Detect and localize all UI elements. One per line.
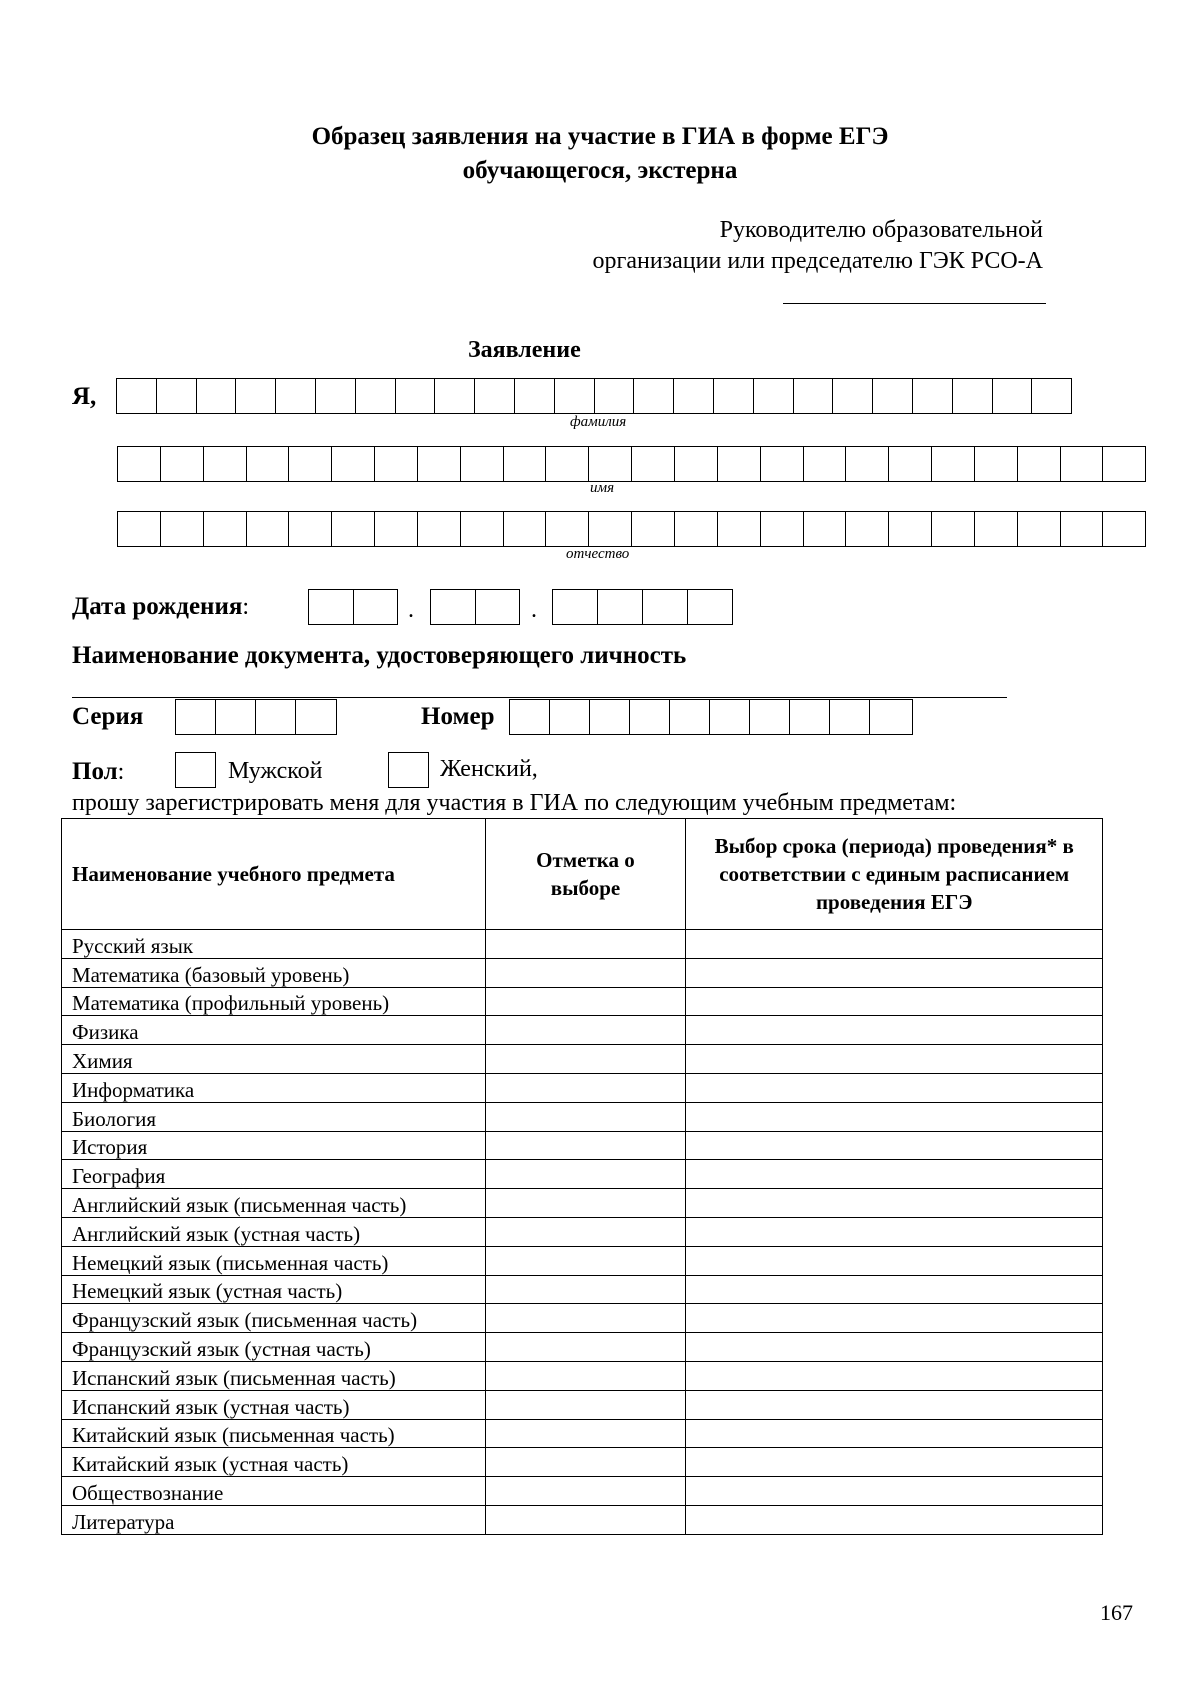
mark-cell[interactable] bbox=[485, 958, 686, 987]
mark-cell[interactable] bbox=[485, 1016, 686, 1045]
mark-cell[interactable] bbox=[485, 1477, 686, 1506]
mark-column-header: Отметка о выборе bbox=[485, 819, 686, 930]
subject-name-cell: История bbox=[62, 1131, 486, 1160]
letter-cell[interactable] bbox=[993, 379, 1033, 413]
letter-cell[interactable] bbox=[247, 512, 290, 546]
mark-cell[interactable] bbox=[485, 987, 686, 1016]
number-cells[interactable] bbox=[509, 699, 913, 735]
letter-cell[interactable] bbox=[913, 379, 953, 413]
letter-cell[interactable] bbox=[204, 512, 247, 546]
table-row bbox=[62, 1275, 1103, 1304]
subject-name-cell: Китайский язык (письменная часть) bbox=[62, 1419, 486, 1448]
mark-cell[interactable] bbox=[485, 1505, 686, 1534]
letter-cell[interactable] bbox=[546, 447, 589, 481]
male-label: Мужской bbox=[228, 758, 323, 784]
mark-cell[interactable] bbox=[485, 1217, 686, 1246]
letter-cell[interactable] bbox=[975, 447, 1018, 481]
period-cell[interactable] bbox=[686, 1217, 1103, 1246]
period-cell[interactable] bbox=[686, 1073, 1103, 1102]
period-cell[interactable] bbox=[686, 1505, 1103, 1534]
letter-cell[interactable] bbox=[276, 379, 316, 413]
letter-cell[interactable] bbox=[761, 447, 804, 481]
period-cell[interactable] bbox=[686, 987, 1103, 1016]
period-cell[interactable] bbox=[686, 1361, 1103, 1390]
subject-name-cell: Обществознание bbox=[62, 1477, 486, 1506]
letter-cell[interactable] bbox=[794, 379, 834, 413]
table-row bbox=[62, 987, 1103, 1016]
gender-colon: : bbox=[117, 759, 125, 785]
letter-cell[interactable] bbox=[932, 447, 975, 481]
letter-cell[interactable] bbox=[833, 379, 873, 413]
letter-cell[interactable] bbox=[418, 447, 461, 481]
letter-cell[interactable] bbox=[754, 379, 794, 413]
period-cell[interactable] bbox=[686, 1189, 1103, 1218]
addressee-line2: организации или председателю ГЭК РСО-А bbox=[592, 248, 1043, 274]
birth-day-cells[interactable] bbox=[308, 589, 398, 625]
letter-cell[interactable] bbox=[846, 447, 889, 481]
period-cell[interactable] bbox=[686, 1390, 1103, 1419]
period-cell[interactable] bbox=[686, 1304, 1103, 1333]
table-row bbox=[62, 1390, 1103, 1419]
male-checkbox[interactable] bbox=[175, 752, 216, 788]
subject-name-cell: Математика (базовый уровень) bbox=[62, 958, 486, 987]
subjects-table bbox=[61, 818, 1103, 1535]
table-row bbox=[62, 1477, 1103, 1506]
letter-cell[interactable] bbox=[632, 512, 675, 546]
patronymic-caption: отчество bbox=[566, 546, 630, 562]
table-row bbox=[62, 1045, 1103, 1074]
letter-cell[interactable] bbox=[761, 512, 804, 546]
subject-name-cell: Испанский язык (устная часть) bbox=[62, 1390, 486, 1419]
period-cell[interactable] bbox=[686, 1045, 1103, 1074]
period-cell[interactable] bbox=[686, 1419, 1103, 1448]
mark-cell[interactable] bbox=[485, 1073, 686, 1102]
letter-cell[interactable] bbox=[546, 512, 589, 546]
table-row bbox=[62, 1160, 1103, 1189]
subject-name-cell: Немецкий язык (устная часть) bbox=[62, 1275, 486, 1304]
table-row bbox=[62, 1189, 1103, 1218]
letter-cell[interactable] bbox=[589, 447, 632, 481]
subject-name-cell: Литература bbox=[62, 1505, 486, 1534]
letter-cell[interactable] bbox=[1103, 512, 1146, 546]
id-document-line[interactable] bbox=[72, 697, 1007, 698]
table-row bbox=[62, 1505, 1103, 1534]
subject-name-cell: Химия bbox=[62, 1045, 486, 1074]
addressee-line1: Руководителю образовательной bbox=[719, 217, 1043, 243]
table-row bbox=[62, 1217, 1103, 1246]
subject-column-header: Наименование учебного предмета bbox=[62, 819, 486, 930]
id-document-label: Наименование документа, удостоверяющего личность bbox=[72, 642, 687, 669]
letter-cell[interactable] bbox=[157, 379, 197, 413]
letter-cell[interactable] bbox=[332, 512, 375, 546]
letter-cell[interactable] bbox=[504, 447, 547, 481]
letter-cell[interactable] bbox=[718, 512, 761, 546]
mark-cell[interactable] bbox=[485, 1131, 686, 1160]
letter-cell[interactable] bbox=[161, 447, 204, 481]
letter-cell[interactable] bbox=[204, 447, 247, 481]
letter-cell[interactable] bbox=[932, 512, 975, 546]
period-cell[interactable] bbox=[686, 1246, 1103, 1275]
letter-cell[interactable] bbox=[1018, 512, 1061, 546]
subject-name-cell: Физика bbox=[62, 1016, 486, 1045]
subject-name-cell: Информатика bbox=[62, 1073, 486, 1102]
birth-year-cells[interactable] bbox=[552, 589, 733, 625]
period-cell[interactable] bbox=[686, 1131, 1103, 1160]
letter-cell[interactable] bbox=[515, 379, 555, 413]
table-row bbox=[62, 1361, 1103, 1390]
mark-cell[interactable] bbox=[485, 1189, 686, 1218]
subject-name-cell: Китайский язык (устная часть) bbox=[62, 1448, 486, 1477]
letter-cell[interactable] bbox=[375, 447, 418, 481]
letter-cell[interactable] bbox=[1103, 447, 1146, 481]
table-row bbox=[62, 1333, 1103, 1362]
letter-cell[interactable] bbox=[675, 447, 718, 481]
letter-cell[interactable] bbox=[356, 379, 396, 413]
subject-name-cell: Французский язык (письменная часть) bbox=[62, 1304, 486, 1333]
table-row bbox=[62, 1448, 1103, 1477]
letter-cell[interactable] bbox=[595, 379, 635, 413]
letter-cell[interactable] bbox=[889, 447, 932, 481]
period-cell[interactable] bbox=[686, 1477, 1103, 1506]
mark-cell[interactable] bbox=[485, 930, 686, 959]
request-text: прошу зарегистрировать меня для участия в ГИА по следующим учебным предметам: bbox=[72, 790, 957, 816]
series-cells[interactable] bbox=[175, 699, 337, 735]
document-title-line2: обучающегося, экстерна bbox=[462, 157, 738, 184]
letter-cell[interactable] bbox=[1061, 512, 1104, 546]
first-name-caption: имя bbox=[590, 480, 615, 496]
table-row bbox=[62, 1131, 1103, 1160]
table-row bbox=[62, 958, 1103, 987]
letter-cell[interactable] bbox=[396, 379, 436, 413]
mark-cell[interactable] bbox=[485, 1419, 686, 1448]
subject-name-cell: Биология bbox=[62, 1102, 486, 1131]
period-cell[interactable] bbox=[686, 930, 1103, 959]
mark-cell[interactable] bbox=[485, 1160, 686, 1189]
subject-name-cell: Английский язык (устная часть) bbox=[62, 1217, 486, 1246]
table-row bbox=[62, 930, 1103, 959]
subject-name-cell: Испанский язык (письменная часть) bbox=[62, 1361, 486, 1390]
i-prefix: Я, bbox=[72, 383, 97, 410]
mark-cell[interactable] bbox=[485, 1246, 686, 1275]
table-row bbox=[62, 1073, 1103, 1102]
series-label: Серия bbox=[72, 703, 144, 730]
table-header-row bbox=[62, 819, 1103, 930]
letter-cell[interactable] bbox=[804, 447, 847, 481]
letter-cell[interactable] bbox=[247, 447, 290, 481]
letter-cell[interactable] bbox=[674, 379, 714, 413]
number-label: Номер bbox=[421, 703, 495, 730]
mark-cell[interactable] bbox=[485, 1304, 686, 1333]
female-checkbox[interactable] bbox=[388, 752, 429, 788]
letter-cell[interactable] bbox=[289, 512, 332, 546]
first-name-cells[interactable] bbox=[117, 446, 1146, 482]
letter-cell[interactable] bbox=[289, 447, 332, 481]
signature-line bbox=[783, 303, 1046, 304]
birth-month-cells[interactable] bbox=[430, 589, 520, 625]
date-separator-2: . bbox=[531, 597, 537, 623]
subject-name-cell: Английский язык (письменная часть) bbox=[62, 1189, 486, 1218]
letter-cell[interactable] bbox=[589, 512, 632, 546]
letter-cell[interactable] bbox=[1032, 379, 1072, 413]
subject-name-cell: География bbox=[62, 1160, 486, 1189]
mark-cell[interactable] bbox=[485, 1448, 686, 1477]
period-cell[interactable] bbox=[686, 1275, 1103, 1304]
document-title-line1: Образец заявления на участие в ГИА в форме ЕГЭ bbox=[311, 123, 889, 150]
mark-cell[interactable] bbox=[485, 1045, 686, 1074]
gender-label: Пол bbox=[72, 758, 118, 785]
letter-cell[interactable] bbox=[475, 379, 515, 413]
letter-cell[interactable] bbox=[1018, 447, 1061, 481]
subject-name-cell: Математика (профильный уровень) bbox=[62, 987, 486, 1016]
subject-name-cell: Русский язык bbox=[62, 930, 486, 959]
table-row bbox=[62, 1304, 1103, 1333]
letter-cell[interactable] bbox=[1061, 447, 1104, 481]
letter-cell[interactable] bbox=[435, 379, 475, 413]
letter-cell[interactable] bbox=[889, 512, 932, 546]
birth-date-colon: : bbox=[242, 594, 250, 620]
letter-cell[interactable] bbox=[117, 379, 157, 413]
female-label: Женский, bbox=[440, 756, 538, 782]
letter-cell[interactable] bbox=[975, 512, 1018, 546]
patronymic-cells[interactable] bbox=[117, 511, 1146, 547]
letter-cell[interactable] bbox=[118, 447, 161, 481]
mark-cell[interactable] bbox=[485, 1333, 686, 1362]
period-cell[interactable] bbox=[686, 1160, 1103, 1189]
letter-cell[interactable] bbox=[418, 512, 461, 546]
period-cell[interactable] bbox=[686, 1016, 1103, 1045]
letter-cell[interactable] bbox=[118, 512, 161, 546]
table-row bbox=[62, 1016, 1103, 1045]
letter-cell[interactable] bbox=[461, 512, 504, 546]
table-row bbox=[62, 1102, 1103, 1131]
letter-cell[interactable] bbox=[714, 379, 754, 413]
letter-cell[interactable] bbox=[675, 512, 718, 546]
mark-cell[interactable] bbox=[485, 1390, 686, 1419]
period-cell[interactable] bbox=[686, 958, 1103, 987]
page-number: 167 bbox=[1100, 1600, 1133, 1625]
mark-cell[interactable] bbox=[485, 1275, 686, 1304]
subject-name-cell: Французский язык (устная часть) bbox=[62, 1333, 486, 1362]
period-cell[interactable] bbox=[686, 1448, 1103, 1477]
letter-cell[interactable] bbox=[375, 512, 418, 546]
period-column-header: Выбор срока (периода) проведения* в соответствии с единым расписанием проведения ЕГЭ bbox=[686, 819, 1103, 930]
letter-cell[interactable] bbox=[197, 379, 237, 413]
surname-cells[interactable] bbox=[116, 378, 1072, 414]
letter-cell[interactable] bbox=[873, 379, 913, 413]
birth-date-label: Дата рождения bbox=[72, 593, 243, 620]
mark-cell[interactable] bbox=[485, 1361, 686, 1390]
letter-cell[interactable] bbox=[846, 512, 889, 546]
letter-cell[interactable] bbox=[634, 379, 674, 413]
letter-cell[interactable] bbox=[718, 447, 761, 481]
letter-cell[interactable] bbox=[461, 447, 504, 481]
statement-heading: Заявление bbox=[468, 337, 581, 363]
subject-name-cell: Немецкий язык (письменная часть) bbox=[62, 1246, 486, 1275]
date-separator-1: . bbox=[408, 597, 414, 623]
letter-cell[interactable] bbox=[555, 379, 595, 413]
letter-cell[interactable] bbox=[632, 447, 675, 481]
period-cell[interactable] bbox=[686, 1333, 1103, 1362]
period-cell[interactable] bbox=[686, 1102, 1103, 1131]
letter-cell[interactable] bbox=[504, 512, 547, 546]
table-row bbox=[62, 1419, 1103, 1448]
letter-cell[interactable] bbox=[953, 379, 993, 413]
letter-cell[interactable] bbox=[236, 379, 276, 413]
letter-cell[interactable] bbox=[161, 512, 204, 546]
table-row bbox=[62, 1246, 1103, 1275]
letter-cell[interactable] bbox=[804, 512, 847, 546]
mark-cell[interactable] bbox=[485, 1102, 686, 1131]
letter-cell[interactable] bbox=[332, 447, 375, 481]
surname-caption: фамилия bbox=[570, 414, 627, 430]
letter-cell[interactable] bbox=[316, 379, 356, 413]
